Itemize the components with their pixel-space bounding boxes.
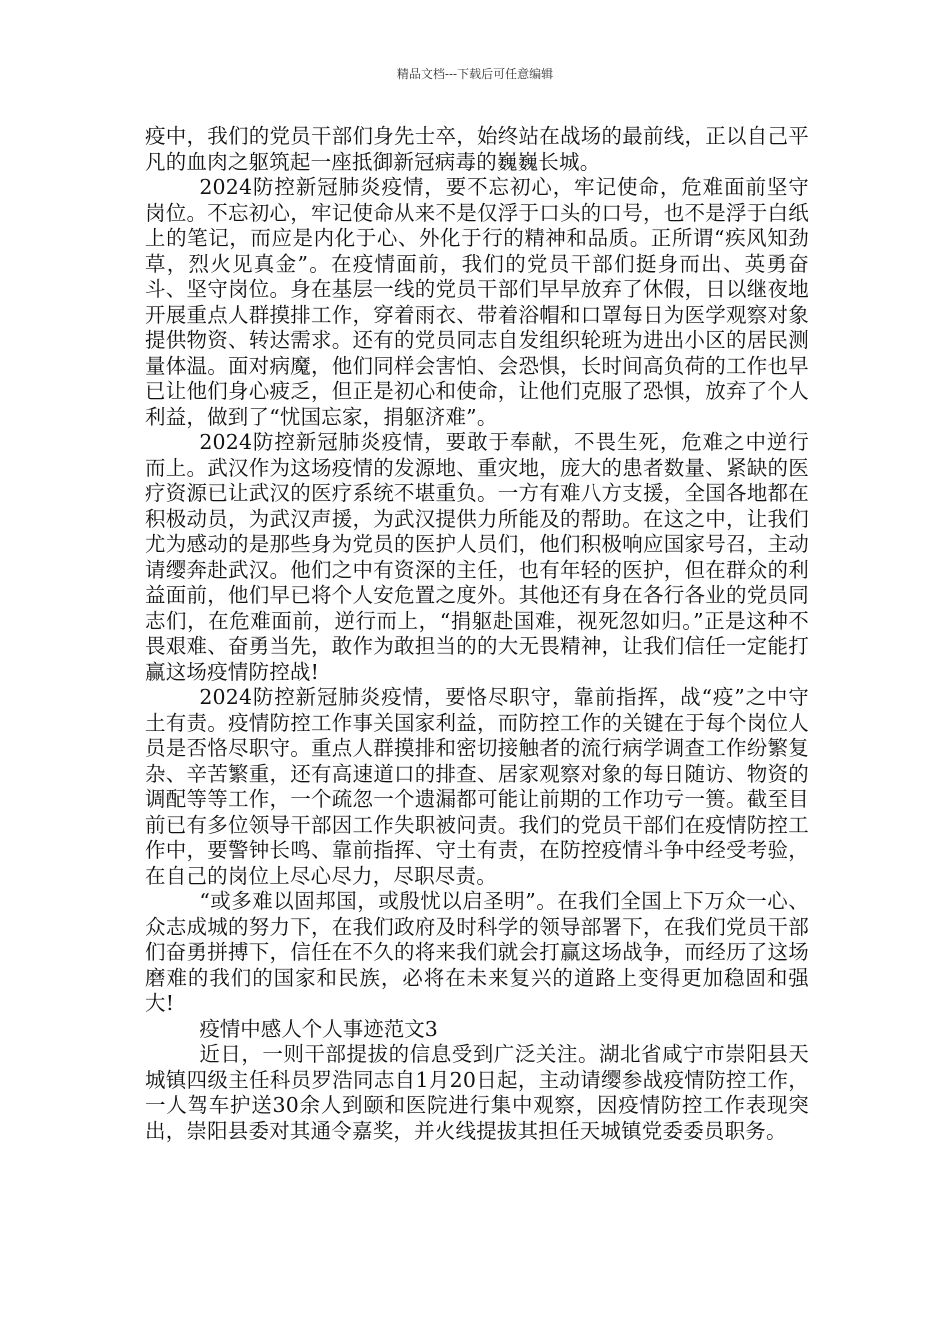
paragraph-continuation: 疫中，我们的党员干部们身先士卒，始终站在战场的最前线，正以自己平凡的血肉之躯筑起一座抵御新冠病毒的巍巍长城。 [145, 124, 809, 174]
paragraph-conclusion: “或多难以固邦国，或殷忧以启圣明”。在我们全国上下万众一心、众志成城的努力下，在我们政府及时科学的领导部署下，在我们党员干部们奋勇拼搏下，信任在不久的将来我们就会打赢这场战争，而经历了这场磨难的我们的国家和民族，必将在未来复兴的道路上变得更加稳固和强大! [145, 889, 809, 1015]
document-body [145, 124, 809, 1144]
paragraph-dedication: 2024防控新冠肺炎疫情，要敢于奉献，不畏生死，危难之中逆行而上。武汉作为这场疫情的发源地、重灾地，庞大的患者数量、紧缺的医疗资源已让武汉的医疗系统不堪重负。一方有难八方支援，全国各地都在积极动员，为武汉声援，为武汉提供力所能及的帮助。在这之中，让我们尤为感动的是那些身为党员的医护人员们，他们积极响应国家号召，主动请缨奔赴武汉。他们之中有资深的主任，也有年轻的医护，但在群众的利益面前，他们早已将个人安危置之度外。其他还有身在各行各业的党员同志们，在危难面前，逆行而上，“捐躯赴国难，视死忽如归。”正是这种不畏艰难、奋勇当先，敢作为敢担当的的大无畏精神，让我们信任一定能打赢这场疫情防控战! [145, 430, 809, 684]
paragraph-news: 近日，一则干部提拔的信息受到广泛关注。湖北省咸宁市崇阳县天城镇四级主任科员罗浩同志自1月20日起，主动请缨参战疫情防控工作，一人驾车护送30余人到颐和医院进行集中观察，因疫情防控工作表现突出，崇阳县委对其通令嘉奖，并火线提拔其担任天城镇党委委员职务。 [145, 1042, 809, 1143]
page-header: 精品文档---下载后可任意编辑 [396, 67, 554, 81]
section-title: 疫情中感人个人事迹范文3 [199, 1016, 438, 1041]
paragraph-duty: 2024防控新冠肺炎疫情，要恪尽职守，靠前指挥，战“疫”之中守土有责。疫情防控工作事关国家利益，而防控工作的关键在于每个岗位人员是否恪尽职守。重点人群摸排和密切接触者的流行病学调查工作纷繁复杂、辛苦繁重，还有高速道口的排查、居家观察对象的每日随访、物资的调配等等工作，一个疏忽一个遗漏都可能让前期的工作功亏一篑。截至目前已有多位领导干部因工作失职被问责。我们的党员干部们在疫情防控工作中，要警钟长鸣、靠前指挥、守土有责，在防控疫情斗争中经受考验，在自己的岗位上尽心尽力，尽职尽责。 [145, 685, 809, 888]
paragraph-initial-mission: 2024防控新冠肺炎疫情，要不忘初心，牢记使命，危难面前坚守岗位。不忘初心，牢记使命从来不是仅浮于口头的口号，也不是浮于白纸上的笔记，而应是内化于心、外化于行的精神和品质。正所谓“疾风知劲草，烈火见真金”。在疫情面前，我们的党员干部们挺身而出、英勇奋斗、坚守岗位。身在基层一线的党员干部们早早放弃了休假，日以继夜地开展重点人群摸排工作，穿着雨衣、带着浴帽和口罩每日为医学观察对象提供物资、转达需求。还有的党员同志自发组织轮班为进出小区的居民测量体温。面对病魔，他们同样会害怕、会恐惧，长时间高负荷的工作也早已让他们身心疲乏，但正是初心和使命，让他们克服了恐惧，放弃了个人利益，做到了“忧国忘家，捐躯济难”。 [145, 175, 809, 429]
